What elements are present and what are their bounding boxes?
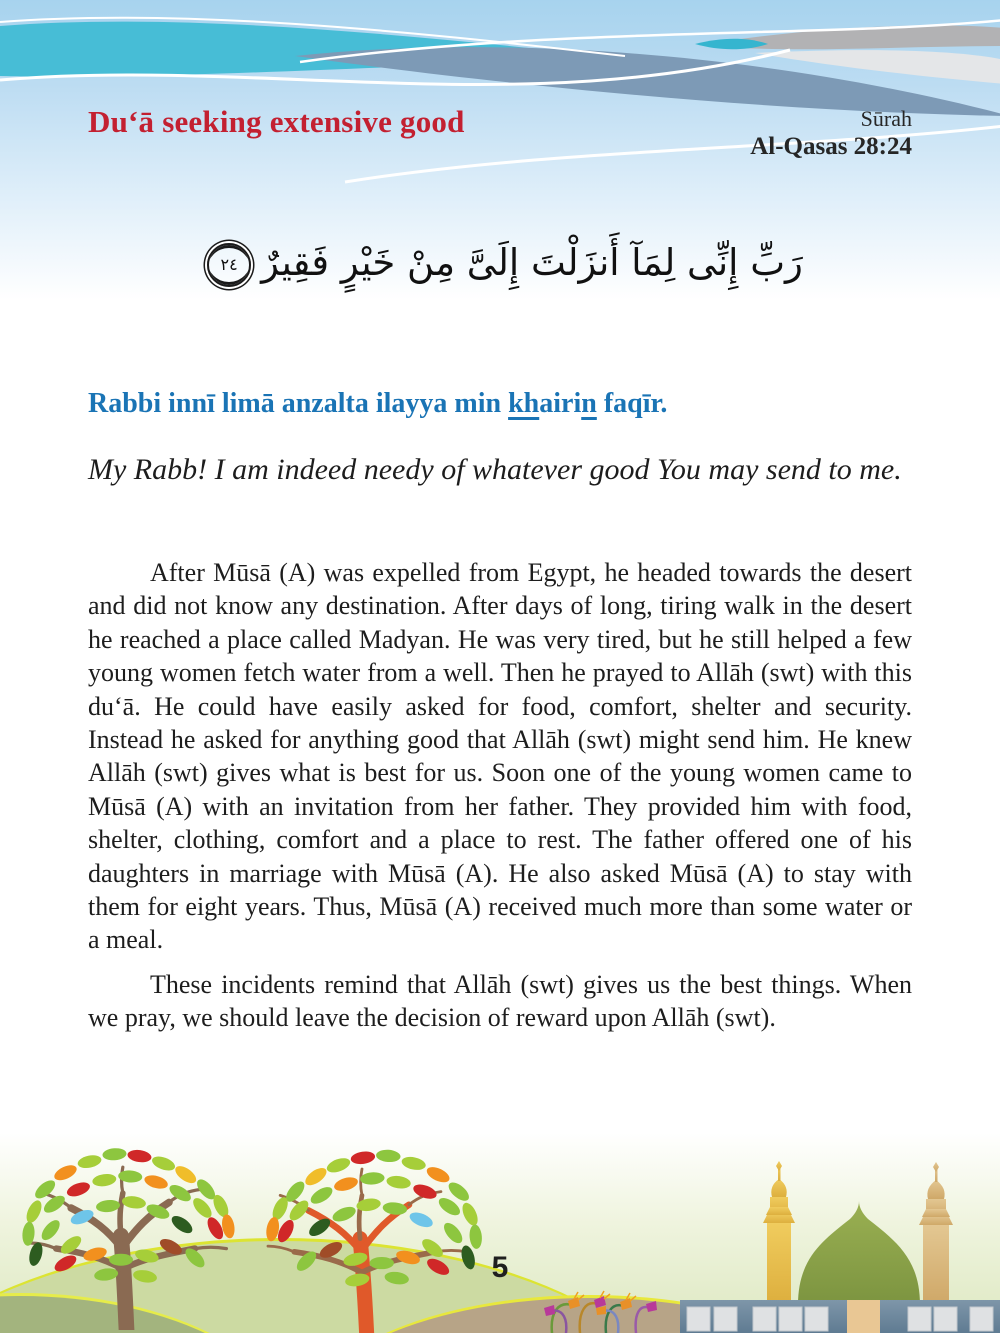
page-title: Du‘ā seeking extensive good (88, 104, 465, 139)
flowers-illustration (538, 1285, 658, 1333)
translation-line: My Rabb! I am indeed needy of whatever good You may send to me. (88, 453, 902, 486)
surah-reference-block (750, 106, 912, 162)
transliteration-part: Rabbi innī limā anzalta ilayya min (88, 388, 509, 419)
surah-label: Sūrah (860, 106, 912, 131)
ayah-number-badge: ٢٤ (207, 243, 251, 287)
mosque-illustration (680, 1155, 1000, 1333)
mosque-door (847, 1300, 880, 1333)
tree-illustration-right (252, 1143, 487, 1333)
title-row (88, 104, 912, 162)
body-text (88, 556, 912, 1046)
tree-illustration-left (8, 1145, 258, 1330)
transliteration-part: faqīr. (596, 388, 668, 419)
page-number: 5 (491, 1251, 509, 1284)
transliteration-part: airi (539, 388, 582, 419)
header-wave-decoration (0, 0, 1000, 200)
transliteration-underlined: n (581, 388, 597, 419)
body-paragraph-1: After Mūsā (A) was expelled from Egypt, he headed towards the desert and did not know any destination. After days of long, tiring walk in the desert he reached a place called Madyan. He was very tired, but he still helped a few young women fetch water from a well. Then he prayed to Allāh (swt) with this du‘ā. He could have easily asked for food, comfort, shelter and security. Instead he asked for anything good that Allāh (swt) might send him. He knew Allāh (swt) gives what is best for us. Soon one of the young women came to Mūsā (A) with an invitation from her father. They provided him with food, shelter, clothing, comfort and a place to rest. The father offered one of his daughters in marriage with Mūsā (A). He also asked Mūsā (A) to stay with them for eight years. Thus, Mūsā (A) received much more than some water or a meal. (88, 558, 912, 955)
body-paragraph-2: These incidents remind that Allāh (swt) gives us the best things. When we pray, we should leave the decision of reward upon Allāh (swt). (88, 969, 912, 1033)
transliteration-line (88, 388, 912, 420)
surah-reference: Al-Qasas 28:24 (750, 133, 912, 161)
footer-illustration (0, 1133, 1000, 1333)
transliteration-underlined: kh (508, 388, 540, 419)
arabic-verse (60, 232, 940, 295)
arabic-verse-text: رَبِّ إِنِّى لِمَآ أَنزَلْتَ إِلَىَّ مِنْ خَيْرٍ فَقِيرٌ (261, 241, 803, 284)
